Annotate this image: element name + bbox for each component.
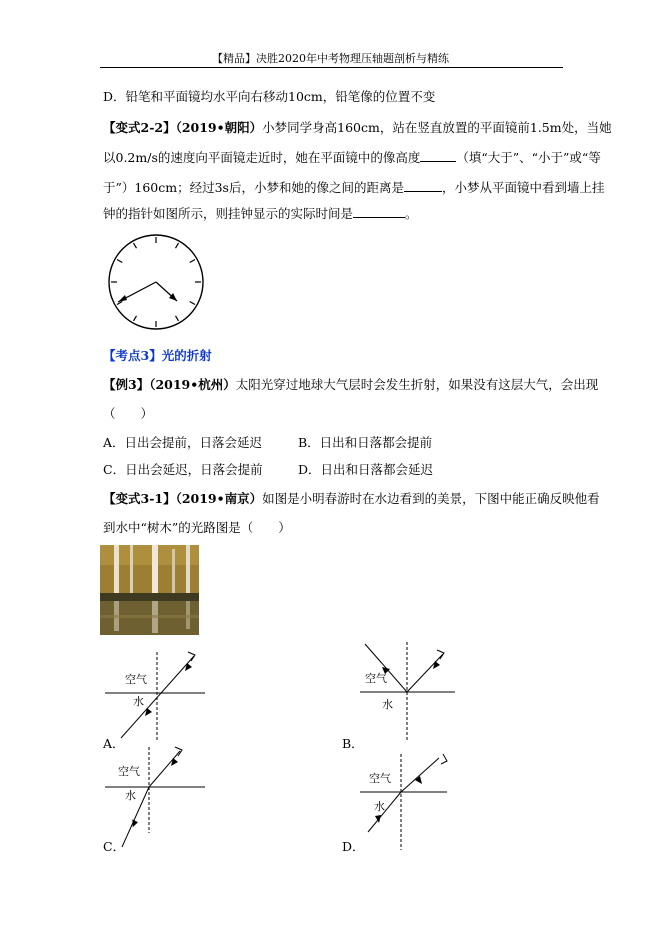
arrow-b-upper <box>433 661 440 669</box>
water-label-c: 水 <box>125 789 136 802</box>
reflected-ray-b <box>407 654 443 692</box>
variant-2-2-source: （2019•朝阳） <box>175 120 263 135</box>
variant-2-2-text-3b: ，小梦从平面镜中看到墙上挂 <box>441 180 605 195</box>
example-3-source: （2019•杭州） <box>149 377 236 392</box>
choice-b[interactable]: B．日出和日落都会提前 <box>298 435 433 450</box>
air-label-b: 空气 <box>365 672 387 685</box>
option-d-line: D．铅笔和平面镜均水平向右移动10cm，铅笔像的位置不变 <box>103 89 436 104</box>
arrow-d-upper <box>415 776 422 784</box>
choice-d[interactable]: D．日出和日落都会延迟 <box>298 462 434 477</box>
air-label-a: 空气 <box>125 673 147 686</box>
variant-2-2-text-4a: 钟的指针如图所示，则挂钟显示的实际时间是 <box>103 206 354 221</box>
example-3-paren: （ ） <box>103 406 154 421</box>
variant-2-2-text-3a: 于”）160cm；经过3s后，小梦和她的像之间的距离是 <box>103 180 404 195</box>
water-label-a: 水 <box>133 695 144 708</box>
emerging-ray-c <box>149 751 180 787</box>
variant-2-2-line-2 <box>103 148 601 166</box>
example-3-tag: 【例3】 <box>103 377 150 392</box>
topic-3-heading <box>103 346 212 364</box>
clock-tick <box>134 316 137 321</box>
air-label-c: 空气 <box>118 765 140 778</box>
variant-3-1-tag: 【变式3-1】 <box>103 491 176 506</box>
eye-icon <box>188 652 195 661</box>
variant-3-1-text-1: 如图是小明春游时在水边看到的美景，下图中能正确反映他看 <box>262 491 600 506</box>
variant-2-2-text-2a: 以0.2m/s的速度向平面镜走近时，她在平面镜中的像高度 <box>103 150 421 165</box>
mirror-clock-figure <box>104 232 208 334</box>
clock-tick <box>190 260 195 263</box>
variant-2-2-line-4 <box>103 204 418 222</box>
label-d: D． <box>342 839 365 854</box>
label-b: B． <box>342 736 364 751</box>
diagram-c[interactable] <box>100 745 210 850</box>
choice-c[interactable]: C．日出会延迟，日落会提前 <box>103 462 263 477</box>
answer-blank-1[interactable] <box>420 150 456 162</box>
example-3-text: 太阳光穿过地球大气层时会发生折射，如果没有这层大气，会出现 <box>235 377 599 392</box>
page-header: 【精品】决胜2020年中考物理压轴题剖析与精练 <box>212 52 449 65</box>
water-label-b: 水 <box>382 698 393 711</box>
refracted-ray-d <box>368 792 401 832</box>
variant-2-2-text-2b: （填“大于”、“小于”或“等 <box>456 150 601 165</box>
variant-3-1-line-1 <box>103 489 600 507</box>
clock-tick <box>134 243 137 248</box>
diagram-b[interactable] <box>355 640 465 740</box>
answer-blank-3[interactable] <box>353 206 405 218</box>
variant-2-2-line-3 <box>103 178 605 196</box>
clock-tick <box>117 302 122 305</box>
water-label-d: 水 <box>374 800 385 813</box>
eye-icon <box>175 747 182 756</box>
answer-blank-2[interactable] <box>404 180 442 192</box>
eye-icon <box>437 650 444 659</box>
label-c: C． <box>103 839 126 854</box>
variant-2-2-text-4b: 。 <box>405 206 418 221</box>
example-3-line-1 <box>103 375 598 393</box>
variant-2-2-tag: 【变式2-2】 <box>103 120 176 135</box>
diagram-d[interactable] <box>355 752 465 852</box>
variant-2-2-line-1 <box>103 118 612 136</box>
variant-3-1-source: （2019•南京） <box>175 491 263 506</box>
clock-tick <box>190 302 195 305</box>
eye-icon <box>441 754 447 764</box>
clock-tick <box>117 260 122 263</box>
clock-hand-left-arrow <box>118 295 127 302</box>
diagram-a[interactable] <box>100 648 210 748</box>
air-label-d: 空气 <box>369 772 391 785</box>
trees-by-water-photo <box>100 545 199 635</box>
variant-3-1-line-2: 到水中“树木”的光路图是（ ） <box>103 520 291 535</box>
incoming-ray-d <box>401 758 439 792</box>
clock-tick <box>176 243 179 248</box>
clock-tick <box>176 316 179 321</box>
label-a: A． <box>103 736 125 751</box>
variant-2-2-text-1: 小梦同学身高160cm，站在竖直放置的平面镜前1.5m处，当她 <box>262 120 612 135</box>
topic-3-title: 光的折射 <box>161 348 212 363</box>
topic-3-tag: 【考点3】 <box>103 348 162 363</box>
choice-a[interactable]: A．日出会提前，日落会延迟 <box>103 435 263 450</box>
header-divider <box>100 67 563 68</box>
arrow-c-upper <box>171 758 178 766</box>
